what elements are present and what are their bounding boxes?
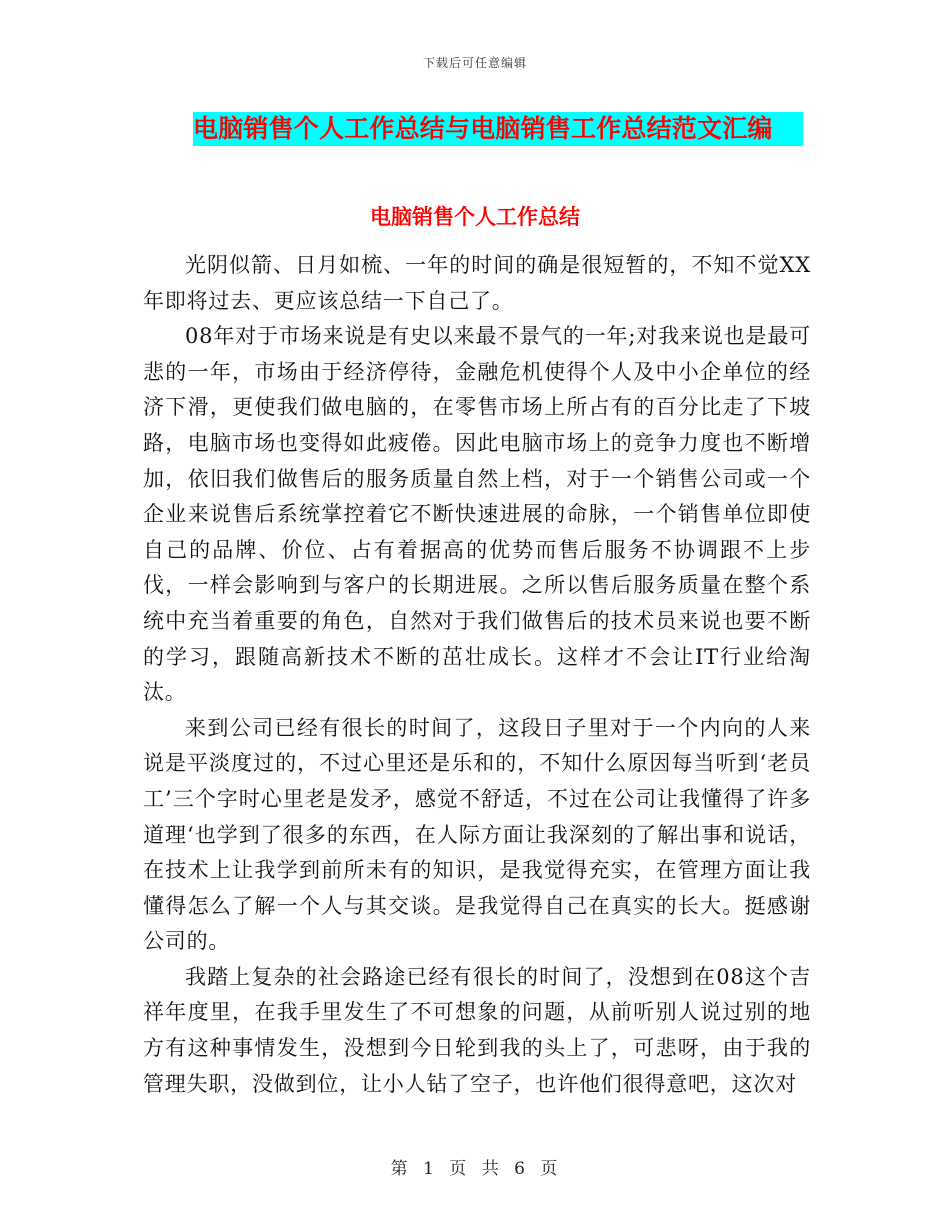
page-header-note: 下载后可任意编辑 — [422, 56, 527, 70]
section-heading: 电脑销售个人工作总结 — [370, 204, 580, 229]
page-number-footer: 第 1 页 共 6 页 — [390, 1159, 560, 1179]
paragraph-1: 光阴似箭、日月如梳、一年的时间的确是很短暂的，不知不觉XX年即将过去、更应该总结一下自己了。 — [143, 253, 811, 313]
paragraph-2: 08年对于市场来说是有史以来最不景气的一年;对我来说也是最可悲的一年，市场由于经济停待，金融危机使得个人及中小企单位的经济下滑，更使我们做电脑的，在零售市场上所占有的百分比走了下坡路，电脑市场也变得如此疲倦。因此电脑市场上的竞争力度也不断增加，依旧我们做售后的服务质量自然上档，对于一个销售公司或一个企业来说售后系统掌控着它不断快速进展的命脉，一个销售单位即使自己的品牌、价位、占有着据高的优势而售后服务不协调跟不上步伐，一样会影响到与客户的长期进展。之所以售后服务质量在整个系统中充当着重要的角色，自然对于我们做售后的技术员来说也要不断的学习，跟随高新技术不断的茁壮成长。这样才不会让IT行业给淘汰。 — [143, 324, 811, 705]
document-title: 电脑销售个人工作总结与电脑销售工作总结范文汇编 — [193, 114, 773, 143]
document-body — [143, 248, 811, 1102]
paragraph-4: 我踏上复杂的社会路途已经有很长的时间了，没想到在08这个吉祥年度里，在我手里发生了不可想象的问题，从前听别人说过别的地方有这种事情发生，没想到今日轮到我的头上了，可悲呀，由于我的管理失职，没做到位，让小人钻了空子，也许他们很得意吧，这次对 — [143, 964, 811, 1096]
paragraph-3: 来到公司已经有很长的时间了，这段日子里对于一个内向的人来说是平淡度过的，不过心里还是乐和的，不知什么原因每当听到‘老员工’三个字时心里老是发矛，感觉不舒适，不过在公司让我懂得了许多道理‘也学到了很多的东西，在人际方面让我深刻的了解出事和说话，在技术上让我学到前所未有的知识，是我觉得充实，在管理方面让我懂得怎么了解一个人与其交谈。是我觉得自己在真实的长大。挺感谢公司的。 — [143, 715, 811, 954]
document-title-highlight — [193, 112, 803, 146]
